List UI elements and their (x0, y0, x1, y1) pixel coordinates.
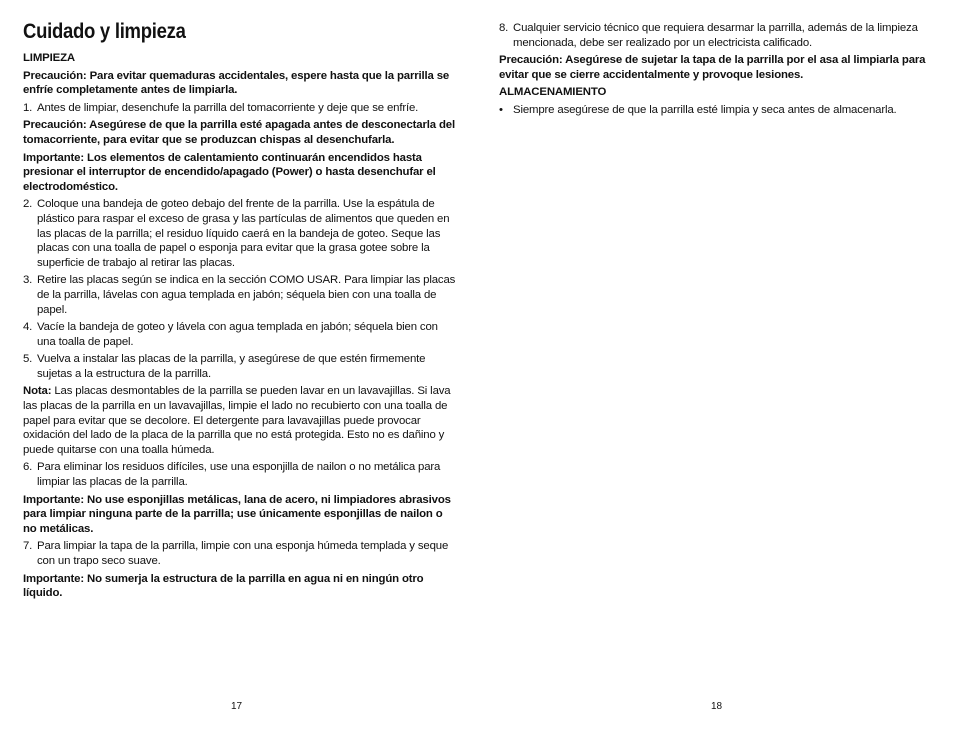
step-text: Para eliminar los residuos difíciles, use una esponjilla de nailon o no metálica para limpiar las placas de la parrilla. (37, 461, 441, 489)
step-text: Retire las placas según se indica en la sección COMO USAR. Para limpiar las placas de la parrilla, lávelas con agua templada en jabón; séquela bien con una toalla de papel. (37, 274, 456, 316)
important-no-metal-pads: Importante: No use esponjillas metálicas, lana de acero, ni limpiadores abrasivos para limpiar ninguna parte de la parrilla; use únicamente esponjillas de nailon o no metálicas. (23, 493, 451, 535)
page-number-right: 18 (711, 701, 723, 712)
left-page (23, 0, 458, 738)
storage-text: Siempre asegúrese de que la parrilla esté limpia y seca antes de almacenarla. (513, 103, 897, 116)
caution-lid: Precaución: Asegúrese de sujetar la tapa de la parrilla por el asa al limpiarla para evitar que se cierre accidentalmente y provoque lesiones. (499, 54, 926, 81)
bullet-icon: • (499, 103, 503, 116)
step-number: 4. (23, 321, 33, 334)
page-title: Cuidado y limpieza (23, 20, 186, 43)
step-8 (499, 21, 931, 50)
right-page (499, 0, 931, 738)
step-number: 5. (23, 353, 33, 366)
step-text: Cualquier servicio técnico que requiera desarmar la parrilla, además de la limpieza mencionada, debe ser realizado por un electricista calificado. (513, 22, 918, 49)
step-text: Antes de limpiar, desenchufe la parrilla del tomacorriente y deje que se enfríe. (37, 101, 419, 114)
section-heading-cleaning: LIMPIEZA (23, 52, 75, 64)
left-column (23, 51, 458, 604)
step-number: 2. (23, 198, 33, 211)
step-1 (23, 101, 458, 116)
step-3 (23, 273, 458, 317)
important-no-submerge: Importante: No sumerja la estructura de la parrilla en agua ni en ningún otro líquido. (23, 572, 424, 600)
storage-bullet (499, 103, 931, 118)
step-number: 1. (23, 101, 33, 114)
note-text: Las placas desmontables de la parrilla se pueden lavar en un lavavajillas. Si lava las placas de la parrilla en un lavavajillas, limpie el lado no recubierto con una toalla de papel para evitar que se decolore. El detergente para lavavajillas puede provocar oxidación del lado de la placa de la parrilla que no está protegida. Esto no es dañino y puede quitarse con una toalla húmeda. (23, 385, 451, 456)
step-number: 7. (23, 540, 33, 553)
note-paragraph (23, 384, 458, 457)
caution-burns: Precaución: Para evitar quemaduras accidentales, espere hasta que la parrilla se enfríe completamente antes de limpiarla. (23, 69, 450, 97)
section-heading-storage: ALMACENAMIENTO (499, 86, 607, 99)
step-5 (23, 352, 458, 381)
step-number: 6. (23, 461, 33, 474)
step-number: 3. (23, 274, 33, 287)
caution-sparks: Precaución: Asegúrese de que la parrilla esté apagada antes de desconectarla del tomacorriente, para evitar que se produzcan chispas al desenchufarla. (23, 119, 455, 146)
right-column (499, 21, 931, 121)
step-text: Para limpiar la tapa de la parrilla, limpie con una esponja húmeda templada y seque con un trapo seco suave. (37, 540, 449, 567)
step-4 (23, 320, 458, 349)
step-number: 8. (499, 22, 509, 34)
important-heating-elements: Importante: Los elementos de calentamiento continuarán encendidos hasta presionar el interruptor de encendido/apagado (Power) o hasta desenchufar el electrodoméstico. (23, 151, 436, 193)
page-number-left: 17 (231, 701, 243, 712)
note-label: Nota: (23, 385, 52, 398)
step-text: Vacíe la bandeja de goteo y lávela con agua templada en jabón; séquela bien con una toalla de papel. (37, 321, 438, 348)
step-6 (23, 460, 458, 489)
step-text: Vuelva a instalar las placas de la parrilla, y asegúrese de que estén firmemente sujetas a la estructura de la parrilla. (37, 353, 426, 380)
step-7 (23, 539, 458, 568)
step-text: Coloque una bandeja de goteo debajo del frente de la parrilla. Use la espátula de plástico para raspar el exceso de grasa y las partículas de alimentos que queden en las placas de la parrilla; el residuo líquido caerá en la bandeja de goteo. Seque las placas con una toalla de papel o esponja para evitar que la grasa gotee sobre la superficie de trabajo al retirar las placas. (37, 198, 450, 269)
step-2 (23, 197, 458, 270)
